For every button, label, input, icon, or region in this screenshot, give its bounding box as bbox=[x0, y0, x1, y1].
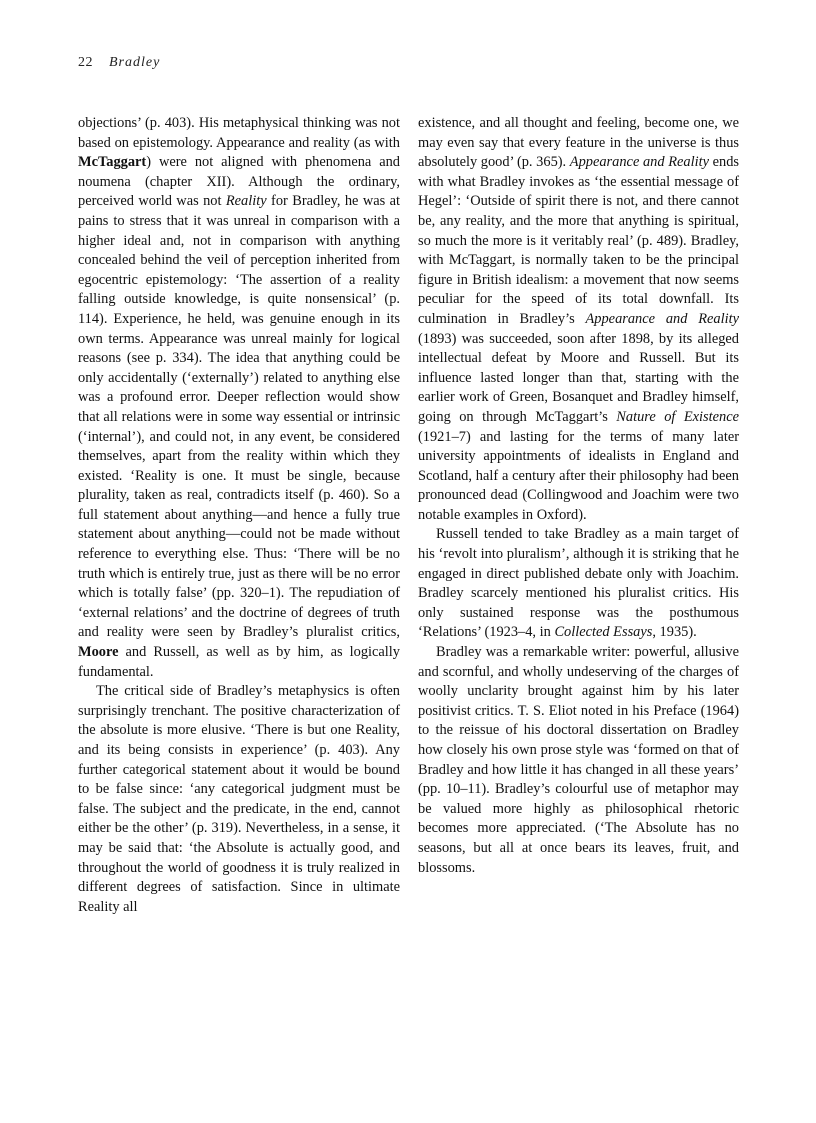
left-column bbox=[78, 114, 400, 917]
book-title: Appearance and Reality bbox=[585, 310, 739, 327]
text-segment: Russell tended to take Bradley as a main target of his ‘revolt into pluralism’, although it is striking that he engaged in direct published debate only with Joachim. Bradley scarcely mentioned his pluralist critics. His only sustained response was the posthumous ‘Relations’ (1923–4, in bbox=[418, 526, 739, 641]
text-segment: existence, and all thought and feeling, become one, we may even say that every feature in the universe is thus absolutely good’ (p. 365). bbox=[418, 115, 739, 171]
text-segment: for Bradley, he was at pains to stress that it was unreal in comparison with a higher ideal and, not in comparison with anything concealed behind the veil of perception inherited from egocentric epistemology: ‘The assertion of a reality falling outside knowledge, is quite nonsensical’ (p. 114). Experience, he held, was genuine enough in its own terms. Appearance was unreal mainly for logical reasons (see p. 334). The idea that anything could be only accidentally (‘externally’) related to anything else was a profound error. Deeper reflection would show that all relations were in some way essential or intrinsic (‘internal’), and could not, in any event, be considered themselves, apart from the reality within which they existed. ‘Reality is one. It must be single, because plurality, taken as real, contradicts itself (p. 460). So a full statement about anything—and hence a fully true statement about anything—could not be made without reference to everything else. Thus: ‘There will be no truth which is entirely true, just as there will be no error which is totally false’ (pp. 320–1). The repudiation of ‘external relations’ and the doctrine of degrees of truth and reality were seen by Bradley’s pluralist critics, bbox=[78, 193, 400, 641]
left-paragraph-1 bbox=[78, 114, 400, 682]
running-header bbox=[78, 55, 160, 71]
running-title: Bradley bbox=[109, 55, 161, 70]
emphasis-reality: Reality bbox=[225, 193, 267, 210]
right-column bbox=[418, 114, 739, 878]
text-segment: (1921–7) and lasting for the terms of many later university appointments of idealists in England and Scotland, half a century after their philosophy had been pronounced dead (Collingwood and Joachim were two notable examples in Oxford). bbox=[418, 428, 739, 523]
right-paragraph-1 bbox=[418, 114, 739, 525]
left-paragraph-2: The critical side of Bradley’s metaphysics is often surprisingly trenchant. The positive characterization of the absolute is more elusive. ‘There is but one Reality, and its being consists in experience’ (p. 403). Any further categorical statement about it would be bound to be false since: ‘any categorical judgment must be false. The subject and the predicate, in the end, cannot either be the other’ (p. 319). Nevertheless, in a sense, it may be said that: ‘the Absolute is actually good, and throughout the world of goodness it is truly realized in different degrees of satisfaction. Since in ultimate Reality all bbox=[78, 683, 400, 915]
right-paragraph-2 bbox=[418, 525, 739, 643]
page-number: 22 bbox=[78, 55, 93, 70]
cross-reference-moore: Moore bbox=[78, 644, 119, 661]
text-segment: ) were not aligned with phenomena and noumena (chapter XII). Although the ordinary, perceived world was not bbox=[78, 154, 400, 210]
right-paragraph-3: Bradley was a remarkable writer: powerful, allusive and scornful, and wholly undeserving of the charges of woolly unclarity brought against him by his later positivist critics. T. S. Eliot noted in his Preface (1964) to the reissue of his doctoral dissertation on Bradley how closely his own prose style was ‘formed on that of Bradley and how little it has changed in all these years’ (pp. 10–11). Bradley’s colourful use of metaphor may be valued more highly as philosophical rhetoric becomes more appreciated. (‘The Absolute has no seasons, but all at once bears its leaves, fruit, and blossoms. bbox=[418, 644, 739, 876]
book-title: Appearance and Reality bbox=[569, 154, 709, 171]
text-segment: objections’ (p. 403). His metaphysical thinking was not based on epistemology. Appearance and reality (as with bbox=[78, 115, 400, 151]
text-segment: and Russell, as well as by him, as logically fundamental. bbox=[78, 644, 400, 680]
book-title: Collected Essays bbox=[554, 624, 653, 641]
text-segment: (1893) was succeeded, soon after 1898, by its alleged intellectual defeat by Moore and Russell. But its influence lasted longer than that, starting with the earlier work of Green, Bosanquet and Bradley himself, going on through McTaggart’s bbox=[418, 330, 739, 425]
cross-reference-mctaggart: McTaggart bbox=[78, 154, 147, 171]
text-segment: ends with what Bradley invokes as ‘the essential message of Hegel’: ‘Outside of spirit there is not, and there cannot be, any reality, and the more that anything is spiritual, so much the more is it veritably real’ (p. 489). Bradley, with McTaggart, is normally taken to be the principal figure in British idealism: a movement that now seems peculiar for the speed of its total downfall. Its culmination in Bradley’s bbox=[418, 154, 739, 327]
text-segment: , 1935). bbox=[652, 624, 697, 641]
book-title: Nature of Existence bbox=[616, 408, 739, 425]
